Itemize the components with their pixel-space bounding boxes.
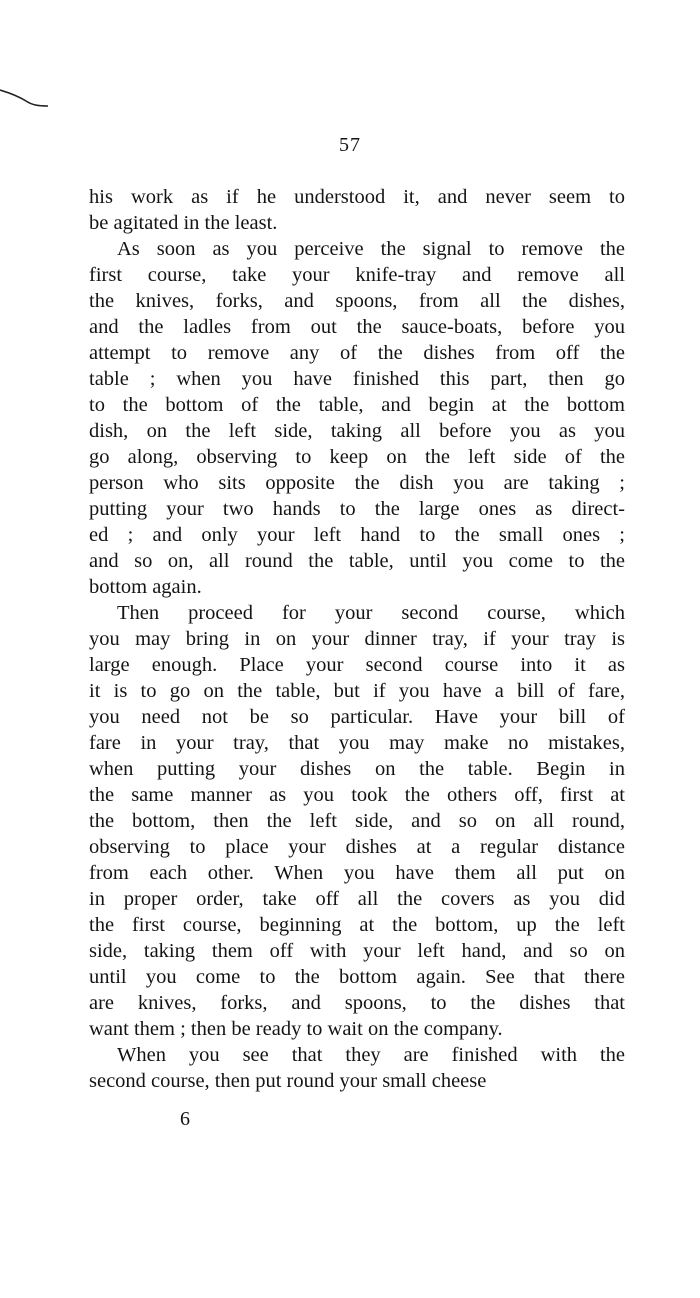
text-line: When you see that they are finished with the xyxy=(117,1044,625,1066)
page-number: 57 xyxy=(339,134,361,156)
text-line: ed ; and only your left hand to the small ones ; xyxy=(89,524,625,546)
text-line: bottom again. xyxy=(89,576,202,598)
paragraph xyxy=(89,184,625,236)
text-line: large enough. Place your second course into it as xyxy=(89,654,625,676)
paragraph xyxy=(89,600,625,1042)
text-line: table ; when you have finished this part, then go xyxy=(89,368,625,390)
text-line: the same manner as you took the others off, first at xyxy=(89,784,625,806)
text-line: from each other. When you have them all put on xyxy=(89,862,625,884)
paragraph xyxy=(89,236,625,600)
text-line: go along, observing to keep on the left side of the xyxy=(89,446,625,468)
text-line: second course, then put round your small cheese xyxy=(89,1070,487,1092)
text-line: and the ladles from out the sauce-boats, before you xyxy=(89,316,625,338)
margin-pen-mark xyxy=(0,84,60,114)
text-line: side, taking them off with your left hand, and so on xyxy=(89,940,625,962)
text-line: and so on, all round the table, until you come to the xyxy=(89,550,625,572)
text-line: to the bottom of the table, and begin at the bottom xyxy=(89,394,625,416)
text-line: it is to go on the table, but if you have a bill of fare, xyxy=(89,680,625,702)
text-line: Then proceed for your second course, which xyxy=(117,602,625,624)
text-line: his work as if he understood it, and never seem to xyxy=(89,186,625,208)
paragraph xyxy=(89,1042,625,1094)
body-text xyxy=(89,184,625,1094)
text-line: dish, on the left side, taking all before you as you xyxy=(89,420,625,442)
text-line: putting your two hands to the large ones as direct- xyxy=(89,498,625,520)
text-line: you may bring in on your dinner tray, if your tray is xyxy=(89,628,625,650)
text-line: in proper order, take off all the covers as you did xyxy=(89,888,625,910)
text-line: person who sits opposite the dish you are taking ; xyxy=(89,472,625,494)
text-line: attempt to remove any of the dishes from off the xyxy=(89,342,625,364)
text-line: until you come to the bottom again. See that there xyxy=(89,966,625,988)
text-line: are knives, forks, and spoons, to the dishes that xyxy=(89,992,625,1014)
text-line: first course, take your knife-tray and remove all xyxy=(89,264,625,286)
signature-mark: 6 xyxy=(180,1108,190,1130)
text-line: fare in your tray, that you may make no mistakes, xyxy=(89,732,625,754)
text-line: when putting your dishes on the table. Begin in xyxy=(89,758,625,780)
text-line: want them ; then be ready to wait on the company. xyxy=(89,1018,503,1040)
text-line: you need not be so particular. Have your bill of xyxy=(89,706,625,728)
text-line: the knives, forks, and spoons, from all the dishes, xyxy=(89,290,625,312)
text-line: the first course, beginning at the bottom, up the left xyxy=(89,914,625,936)
text-line: the bottom, then the left side, and so on all round, xyxy=(89,810,625,832)
text-line: observing to place your dishes at a regular distance xyxy=(89,836,625,858)
text-line: As soon as you perceive the signal to remove the xyxy=(117,238,625,260)
text-line: be agitated in the least. xyxy=(89,212,278,234)
